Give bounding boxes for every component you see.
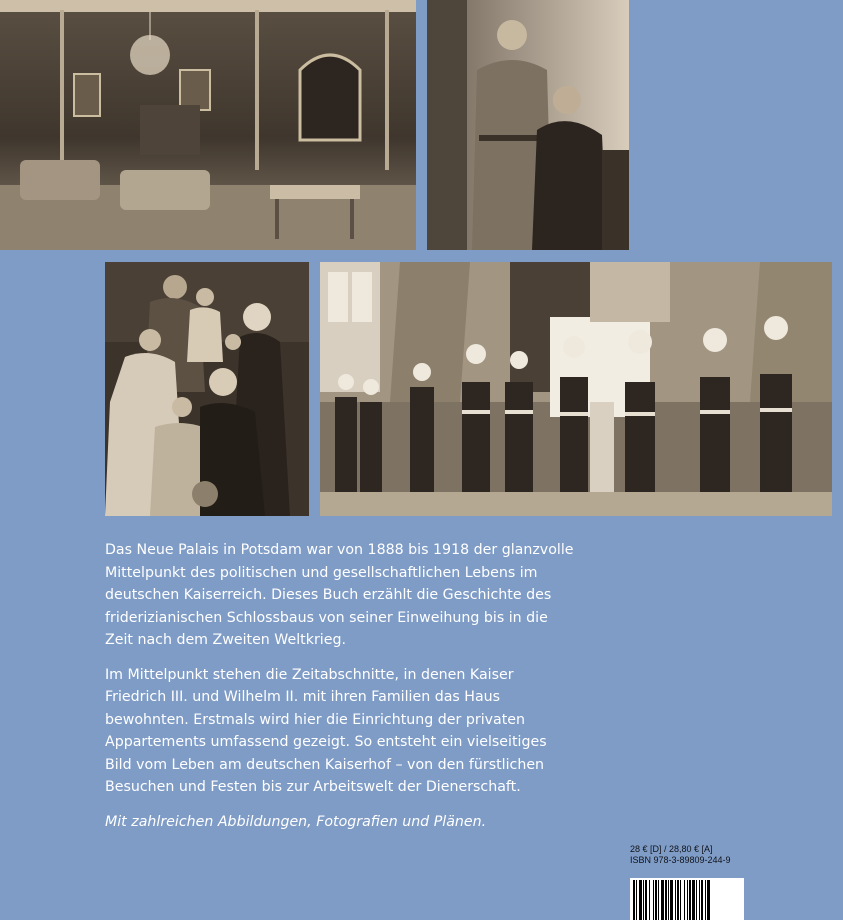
isbn-label: ISBN 978-3-89809-244-9 <box>630 855 731 865</box>
price-block <box>630 844 731 866</box>
illustrations-note: Mit zahlreichen Abbildungen, Fotografien und Plänen. <box>105 813 487 830</box>
photo-officers-group <box>320 262 832 516</box>
description-paragraph-2: Im Mittelpunkt stehen die Zeitabschnitte, in denen Kaiser Friedrich III. und Wilhelm II. mit ihren Familien das Haus bewohnten. Erstmals wird hier die Einrichtung der privaten Appartements umfassend gezeigt. So entsteht ein vielseitiges Bild vom Leben am deutschen Kaiserhof – von den fürstlichen Besuchen und Festen bis zur Arbeitswelt der Dienerschaft. <box>105 666 547 795</box>
photo-emperor-portrait <box>427 0 629 250</box>
description-paragraph-1: Das Neue Palais in Potsdam war von 1888 bis 1918 der glanzvolle Mittelpunkt des politischen und gesellschaftlichen Lebens im deutschen Kaiserreich. Dieses Buch erzählt die Geschichte des friderizianischen Schlossbaus von seiner Einweihung bis in die Zeit nach dem Zweiten Weltkrieg. <box>105 542 574 648</box>
price-label: 28 € [D] / 28,80 € [A] <box>630 844 713 854</box>
barcode-icon <box>630 878 744 920</box>
photo-family-group <box>105 262 309 516</box>
description-text <box>105 539 575 845</box>
photo-salon-interior <box>0 0 416 250</box>
